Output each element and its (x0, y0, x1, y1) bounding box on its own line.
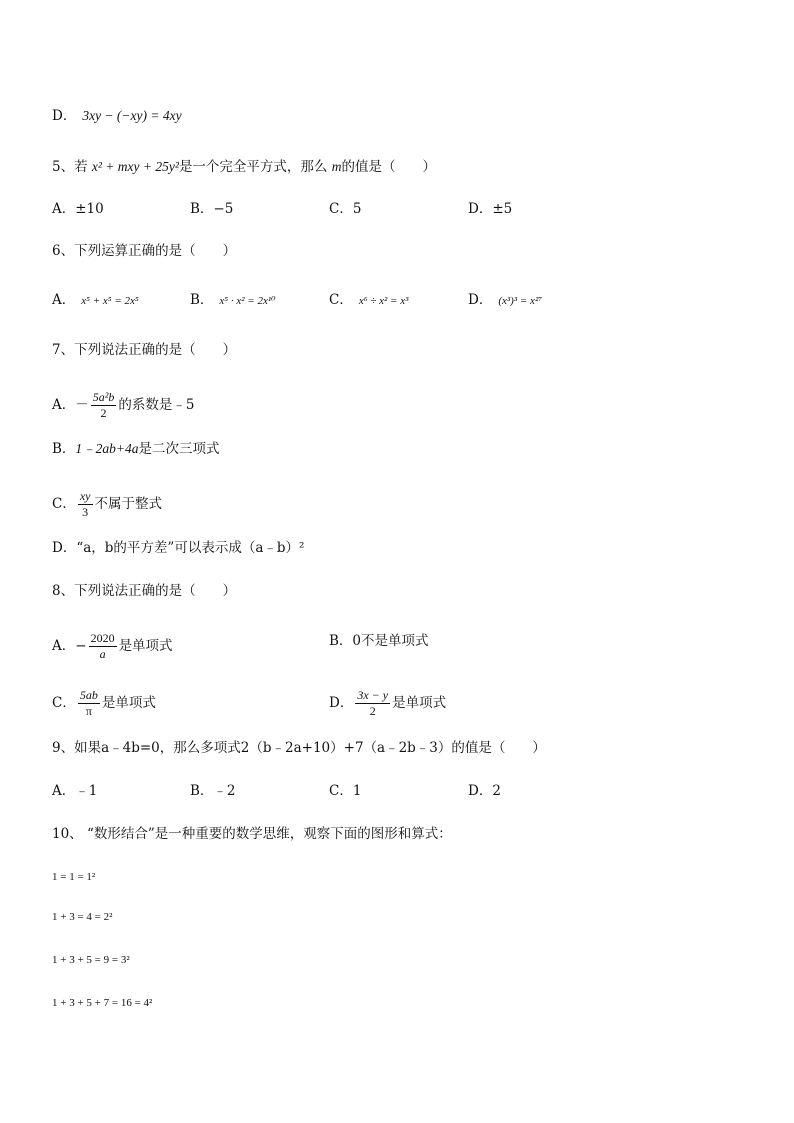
numerator: 5ab (79, 688, 98, 702)
q6-option-c[interactable] (329, 290, 408, 311)
option-value: 1 (352, 783, 362, 799)
option-label: A． (52, 397, 76, 413)
option-label: B． (52, 441, 76, 457)
option-value: ﹣1 (75, 783, 98, 799)
option-label: B． (329, 633, 353, 649)
formula-1: 1 = 1 = 1² (52, 871, 96, 883)
numerator: 2020 (90, 631, 115, 645)
q6-option-b[interactable] (190, 290, 276, 311)
option-value: ±10 (75, 201, 104, 217)
q9-option-d[interactable] (468, 781, 501, 801)
option-label: A． (52, 201, 76, 217)
q7-c-fraction (78, 489, 93, 520)
denominator: 3 (82, 505, 89, 519)
q5-option-b[interactable] (190, 199, 233, 219)
q5-expression: x² + mxy + 25y² (91, 159, 179, 174)
denominator: a (99, 647, 106, 661)
option-text: 是单项式 (392, 695, 447, 711)
option-label: C． (329, 292, 353, 308)
q5-number: 5、若 (52, 159, 88, 175)
q6-option-d[interactable] (468, 290, 542, 311)
denominator: 2 (369, 704, 376, 718)
q8-a-fraction (89, 631, 117, 662)
option-label: D． (52, 540, 77, 556)
option-text: 是二次三项式 (138, 441, 220, 457)
q7-option-a[interactable] (52, 390, 194, 421)
option-text: 0不是单项式 (352, 633, 429, 649)
option-label: D． (52, 108, 77, 124)
q7-option-c[interactable] (52, 489, 162, 520)
option-label: A． (52, 783, 76, 799)
option-math: x⁵ · x² = 2x¹⁰ (219, 295, 276, 307)
option-label: D． (468, 783, 493, 799)
option-math: (x³)³ = x²⁷ (498, 295, 543, 307)
option-text: 的系数是﹣5 (118, 397, 195, 413)
option-label: C． (52, 496, 76, 512)
option-label: D． (329, 695, 354, 711)
option-value: −5 (213, 201, 234, 217)
question-10: 10、 “数形结合”是一种重要的数学思维，观察下面的图形和算式： (52, 826, 452, 842)
formula-4: 1 + 3 + 5 + 7 = 16 = 4² (52, 997, 153, 1009)
q5-option-d[interactable] (468, 199, 512, 219)
question-8: 8、下列说法正确的是（ ） (52, 583, 237, 599)
formula-2: 1 + 3 = 4 = 2² (52, 911, 113, 923)
formula-3: 1 + 3 + 5 = 9 = 3² (52, 954, 130, 966)
q6-option-a[interactable] (52, 290, 139, 311)
minus-sign: − (75, 638, 87, 654)
option-text: 是单项式 (118, 638, 173, 654)
option-text: 是单项式 (101, 695, 156, 711)
q7-option-d[interactable] (52, 538, 304, 558)
numerator: xy (79, 489, 91, 503)
option-label: D． (468, 292, 493, 308)
question-9: 9、如果a﹣4b=0，那么多项式2（b﹣2a+10）+7（a﹣2b﹣3）的值是（ ） (52, 740, 546, 756)
q9-option-c[interactable] (329, 781, 361, 801)
question-7: 7、下列说法正确的是（ ） (52, 342, 237, 358)
option-label: B． (190, 292, 214, 308)
q8-option-d[interactable] (329, 688, 446, 719)
q9-option-a[interactable] (52, 781, 97, 801)
q8-option-a[interactable] (52, 631, 173, 662)
option-label: C． (329, 783, 353, 799)
q5-variable: m (331, 159, 342, 174)
option-value: ﹣2 (213, 783, 236, 799)
question-6: 6、下列运算正确的是（ ） (52, 243, 237, 259)
q9-option-b[interactable] (190, 781, 236, 801)
option-math: x⁵ + x⁵ = 2x⁵ (81, 295, 139, 307)
option-label: A． (52, 292, 76, 308)
option-label: B． (190, 783, 214, 799)
option-math: x⁶ ÷ x² = x³ (358, 295, 409, 307)
q5-tail: 的值是（ ） (341, 159, 436, 175)
option-label: B． (190, 201, 214, 217)
q5-option-c[interactable] (329, 199, 361, 219)
q8-d-fraction (355, 688, 390, 719)
q7-option-b[interactable] (52, 439, 220, 459)
q8-option-b[interactable] (329, 631, 429, 651)
option-text: “a，b的平方差”可以表示成（a﹣b）² (76, 540, 305, 556)
q5-text: 是一个完全平方式，那么 (178, 159, 328, 175)
option-label: C． (329, 201, 353, 217)
option-label: D． (468, 201, 493, 217)
option-math: 1﹣2ab+4a (75, 441, 139, 456)
option-label: C． (52, 695, 76, 711)
numerator: 3x − y (357, 688, 389, 702)
denominator: π (85, 704, 92, 718)
q5-option-a[interactable] (52, 199, 104, 219)
option-text: 不属于整式 (94, 496, 162, 512)
q8-c-fraction (78, 688, 100, 719)
option-value: 5 (352, 201, 362, 217)
numerator: 5a²b (92, 390, 115, 404)
q7-a-fraction (91, 390, 117, 421)
minus-sign: － (75, 397, 89, 413)
q8-option-c[interactable] (52, 688, 156, 719)
question-5 (52, 157, 436, 177)
denominator: 2 (100, 406, 107, 420)
q4-option-d (52, 106, 182, 126)
option-value: 2 (492, 783, 501, 799)
q4-d-math: 3xy − (−xy) = 4xy (82, 108, 182, 123)
option-value: ±5 (492, 201, 513, 217)
option-label: A． (52, 638, 76, 654)
